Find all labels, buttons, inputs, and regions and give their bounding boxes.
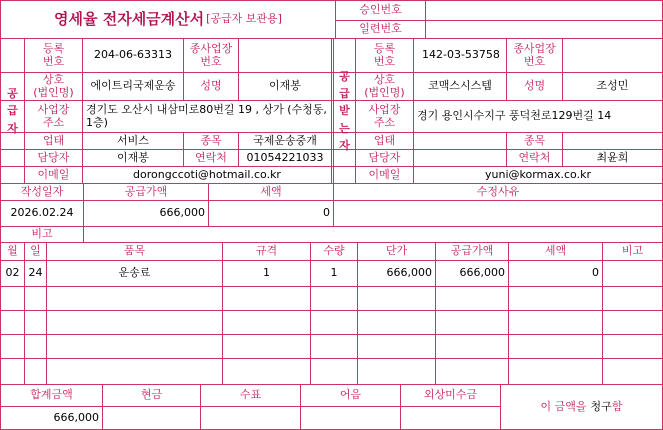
item-header-name: 품목 <box>123 244 146 258</box>
receiver-side-label <box>334 39 355 183</box>
item-cell-supply <box>436 311 508 334</box>
receiver-biz-label: 업태 <box>373 133 396 147</box>
supplier-reg-value: 204-06-63313 <box>94 48 172 62</box>
item-cell-qty <box>311 335 357 358</box>
receiver-rep-label: 성명 <box>523 79 546 93</box>
receiver-reg-label: 등록 번호 <box>373 42 396 68</box>
supplier-contact-label: 담당자 <box>37 150 70 164</box>
item-cell-supply <box>436 359 508 384</box>
item-cell-tax <box>509 359 602 384</box>
item-cell-tax <box>509 311 602 334</box>
total-label: 합계금액 <box>30 388 73 402</box>
receiver-addr-label: 사업장 주소 <box>368 103 401 129</box>
item-cell-qty <box>311 287 357 310</box>
claim-prefix: 이 금액을 <box>540 399 587 413</box>
item-cell-unit <box>358 335 435 358</box>
supplier-contact-value: 이재봉 <box>117 150 149 164</box>
item-cell-name <box>47 287 222 310</box>
item-cell-qty: 1 <box>330 266 338 280</box>
item-cell-unit: 666,000 <box>386 266 432 280</box>
supply-total-value: 666,000 <box>159 206 205 220</box>
receiver-side-char: 급 <box>339 87 350 101</box>
item-header-note: 비고 <box>621 244 644 258</box>
item-cell-unit <box>358 311 435 334</box>
item-cell-month <box>1 335 24 358</box>
item-cell-month: 02 <box>5 266 20 280</box>
receiver-phone-value: 최윤희 <box>596 150 629 164</box>
receiver-side-char: 받 <box>339 104 350 118</box>
approval-number-label: 승인번호 <box>359 3 402 17</box>
receiver-phone-label: 연락처 <box>518 150 551 164</box>
item-cell-day <box>25 359 46 384</box>
item-cell-qty <box>311 311 357 334</box>
item-header-tax: 세액 <box>544 244 567 258</box>
credit-label: 외상미수금 <box>423 388 478 402</box>
item-cell-supply: 666,000 <box>459 266 505 280</box>
item-cell-name: 운송료 <box>118 266 151 280</box>
cash-label: 현금 <box>140 388 163 402</box>
note-label: 비고 <box>31 227 53 241</box>
item-cell-month <box>1 287 24 310</box>
supplier-side-label <box>1 39 24 183</box>
document-title <box>1 1 335 38</box>
receiver-name-value: 코맥스시스템 <box>428 79 492 93</box>
item-cell-day: 24 <box>28 266 43 280</box>
item-header-spec: 규격 <box>255 244 278 258</box>
date-label: 작성일자 <box>20 184 64 198</box>
item-cell-qty <box>311 359 357 384</box>
item-cell-name <box>47 359 222 384</box>
supplier-branch-value <box>239 39 331 72</box>
item-cell-tax <box>509 335 602 358</box>
date-value: 2026.02.24 <box>10 206 74 220</box>
receiver-side-char: 자 <box>339 138 350 152</box>
item-cell-tax <box>509 287 602 310</box>
item-cell-month <box>1 311 24 334</box>
supplier-phone-label: 연락처 <box>195 150 227 164</box>
supplier-email-label: 이메일 <box>37 167 70 181</box>
bill-label: 어음 <box>339 388 362 402</box>
item-header-day: 일 <box>30 244 41 258</box>
claim-suffix: 함 <box>611 399 623 413</box>
tax-total-value: 0 <box>323 206 330 220</box>
credit-value <box>401 407 500 429</box>
receiver-reg-value: 142-03-53758 <box>422 48 500 62</box>
receiver-email-label: 이메일 <box>368 167 401 181</box>
item-header-supply: 공급가액 <box>450 244 494 258</box>
receiver-side-char: 공 <box>339 70 350 84</box>
item-cell-spec: 1 <box>263 266 270 280</box>
bill-value <box>301 407 400 429</box>
claim-word: 청구 <box>590 399 612 413</box>
receiver-branch-label: 종사업장 번호 <box>513 42 556 68</box>
serial-number-value <box>426 21 662 38</box>
item-cell-tax: 0 <box>592 266 599 280</box>
title-subtitle: [공급자 보관용] <box>206 12 282 26</box>
item-cell-spec <box>223 311 310 334</box>
receiver-contact-label: 담당자 <box>368 150 401 164</box>
receiver-rep-value: 조성민 <box>596 79 629 93</box>
receiver-item-value <box>563 133 662 149</box>
supplier-side-char: 자 <box>7 121 18 135</box>
supplier-name-label: 상호 (법인명) <box>33 73 74 99</box>
receiver-branch-value <box>563 39 662 72</box>
item-cell-spec <box>223 335 310 358</box>
receiver-side-char: 는 <box>339 121 350 135</box>
item-cell-unit <box>358 359 435 384</box>
check-label: 수표 <box>239 388 262 402</box>
supplier-side-char: 급 <box>7 104 18 118</box>
supplier-branch-label: 종사업장 번호 <box>189 42 233 68</box>
modification-reason-value <box>334 201 662 226</box>
item-cell-month <box>1 359 24 384</box>
item-cell-day <box>25 287 46 310</box>
receiver-contact-value <box>414 150 506 166</box>
item-header-unit: 단가 <box>385 244 408 258</box>
supplier-item-value: 국제운송중개 <box>253 133 317 147</box>
item-cell-spec <box>223 287 310 310</box>
receiver-addr-value: 경기 용인시수지구 풍덕천로129번길 14 <box>417 109 612 123</box>
item-cell-note <box>603 359 662 384</box>
tax-total-label: 세액 <box>260 184 282 198</box>
claim-statement <box>501 385 662 429</box>
item-cell-note <box>603 311 662 334</box>
title-main: 영세율 전자세금계산서 <box>54 10 205 29</box>
serial-number-label: 일련번호 <box>359 22 402 36</box>
total-value: 666,000 <box>53 410 99 424</box>
approval-number-value <box>426 1 662 20</box>
receiver-biz-value <box>414 133 506 149</box>
supplier-addr-value: 경기도 오산시 내삼미로80번길 19 , 상가 (수청동, 1층) <box>86 103 327 129</box>
supplier-item-label: 종목 <box>200 133 222 147</box>
item-header-qty: 수량 <box>323 244 345 258</box>
item-cell-note <box>603 335 662 358</box>
item-cell-unit <box>358 287 435 310</box>
item-cell-supply <box>436 335 508 358</box>
supplier-rep-label: 성명 <box>200 79 222 93</box>
supplier-phone-value: 01054221033 <box>246 150 324 164</box>
receiver-item-label: 종목 <box>523 133 546 147</box>
supplier-rep-value: 이재봉 <box>269 79 301 93</box>
supplier-biz-label: 업태 <box>42 133 65 147</box>
supply-total-label: 공급가액 <box>124 184 168 198</box>
note-value <box>84 227 662 242</box>
item-header-month: 월 <box>7 244 18 258</box>
item-cell-name <box>47 311 222 334</box>
item-cell-name <box>47 335 222 358</box>
supplier-side-char: 공 <box>7 87 18 101</box>
item-cell-note <box>603 287 662 310</box>
grid-line <box>331 38 332 184</box>
check-value <box>201 407 300 429</box>
modification-reason-label: 수정사유 <box>476 184 520 198</box>
supplier-biz-value: 서비스 <box>117 133 149 147</box>
receiver-email-value: yuni@kormax.co.kr <box>485 167 591 181</box>
cash-value <box>103 407 200 429</box>
item-cell-note <box>603 261 662 286</box>
item-cell-spec <box>223 359 310 384</box>
item-cell-day <box>25 311 46 334</box>
supplier-email-value: dorongccoti@hotmail.co.kr <box>133 167 281 181</box>
supplier-name-value: 에이트리국제운송 <box>90 79 176 93</box>
item-cell-supply <box>436 287 508 310</box>
item-cell-day <box>25 335 46 358</box>
receiver-name-label: 상호 (법인명) <box>364 73 405 99</box>
supplier-reg-label: 등록 번호 <box>42 42 65 68</box>
supplier-addr-label: 사업장 주소 <box>37 103 70 129</box>
